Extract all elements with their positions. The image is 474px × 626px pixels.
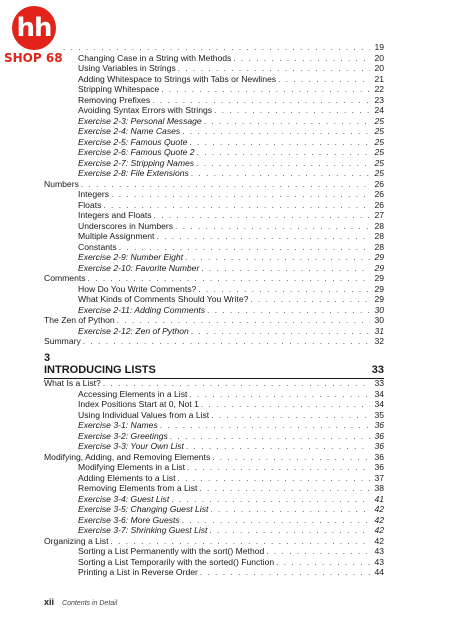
toc-entry-label: Underscores in Numbers [78,220,174,231]
toc-leader-dots [214,106,370,116]
toc-entry[interactable] [44,399,384,410]
toc-leader-dots [119,243,370,253]
toc-entry-page: 36 [374,451,384,462]
toc-leader-dots [211,411,370,421]
toc-leader-dots [63,43,370,53]
footer-text: Contents in Detail [62,600,118,607]
toc-leader-dots [250,295,370,305]
toc-entry-label: Exercise 2-8: File Extensions [78,168,189,178]
toc-entry[interactable] [44,126,384,137]
toc-leader-dots [160,421,370,431]
toc-entry-page: 41 [374,493,384,504]
toc-entry-page: 20 [374,52,384,63]
toc-entry-label: Integers [78,189,110,199]
toc-entry-label: Exercise 3-7: Shrinking Guest List [78,525,208,535]
toc-entry-label: Numbers [44,178,79,189]
toc-entry[interactable] [44,294,384,305]
toc-leader-dots [207,306,370,316]
toc-leader-dots [278,75,370,85]
toc-leader-dots [276,558,370,568]
toc-entry[interactable] [44,221,384,232]
toc-leader-dots [111,537,371,547]
toc-leader-dots [199,484,370,494]
toc-entry[interactable] [44,410,384,421]
toc-entry[interactable] [44,84,384,95]
toc-entry-label: Exercise 2-3: Personal Message [78,115,202,126]
toc-entry-label: Stripping Whitespace [78,84,160,94]
toc-leader-dots [152,96,370,106]
toc-leader-dots [88,274,370,284]
toc-entry-label: Comments [44,273,86,283]
toc-entry[interactable] [44,326,384,337]
toc-entry-page: 26 [374,189,384,199]
toc-leader-dots [204,117,370,127]
toc-entry-label: Using Individual Values from a List [78,409,210,420]
toc-entry-label: Integers and Floats [78,210,152,220]
toc-leader-dots [178,64,370,74]
toc-entry[interactable] [44,441,384,452]
toc-entry-page: 29 [374,262,384,273]
toc-leader-dots [117,316,370,326]
toc-entry-page: 36 [374,430,384,441]
toc-entry[interactable] [44,53,384,64]
toc-leader-dots [185,253,370,263]
chapter-title: INTRODUCING LISTS [44,364,156,376]
toc-leader-dots [182,127,370,137]
toc-entry-page: 25 [374,147,384,157]
toc-entry-page: 21 [374,73,384,84]
toc-entry-page: 29 [374,252,384,262]
toc-entry-label: Modifying Elements in a List [78,462,185,472]
toc-entry-label: Avoiding Syntax Errors with Strings [78,105,213,115]
toc-entry-page: 31 [374,325,384,336]
chapter-number: 3 [44,352,51,364]
toc-entry-page: 29 [374,283,384,294]
toc-entry[interactable] [44,315,384,326]
toc-entry-page: 27 [374,210,384,220]
toc-entry-label: Constants [78,241,117,252]
toc-leader-dots [182,516,370,526]
toc-entry-page: 30 [374,315,384,325]
toc-entry-page: 25 [374,157,384,168]
toc-entry-page: 26 [374,199,384,210]
toc-entry-label: Exercise 3-1: Names [78,420,158,430]
toc-entry-page: 38 [374,483,384,493]
toc-entry-label: Multiple Assignment [78,231,155,241]
toc-entry[interactable] [44,473,384,484]
toc-entry-label: Exercise 2-7: Stripping Names [78,157,195,168]
toc-entry[interactable] [44,504,384,515]
toc-leader-dots [201,264,370,274]
toc-entry-label: Exercise 3-5: Changing Guest List [78,504,209,514]
toc-section-chapter-3 [44,378,384,578]
toc-entry-label: Floats [78,199,102,210]
toc-entry[interactable] [44,431,384,442]
toc-entry-label: Exercise 2-4: Name Cases [78,126,181,136]
toc-entry[interactable] [44,252,384,263]
toc-leader-dots [212,453,370,463]
page-footer [44,597,117,607]
toc-entry-page: 33 [374,378,384,388]
toc-entry-label: Using Variables in Strings [78,63,176,73]
logo-mark: hh [12,6,56,50]
logo-text: SHOP 68 [4,51,63,65]
toc-leader-dots [200,568,370,578]
chapter-title-row[interactable] [44,364,384,379]
toc-entry-label: Exercise 2-10: Favorite Number [78,262,200,273]
toc-entry-page: 42 [374,535,384,546]
toc-entry[interactable] [44,242,384,253]
toc-leader-dots [103,201,370,211]
toc-entry-page: 19 [374,42,384,52]
toc-entry-label: What Is a List? [44,378,101,388]
toc-entry-page: 36 [374,441,384,451]
toc-entry-page: 25 [374,168,384,178]
toc-entry[interactable] [44,546,384,557]
toc-entry-page: 29 [374,273,384,283]
toc-entry[interactable] [44,200,384,211]
toc-entry[interactable] [44,158,384,169]
toc-entry-page: 35 [374,409,384,420]
toc-entry[interactable] [44,452,384,463]
toc-entry-page: 25 [374,115,384,126]
toc-entry-page: 28 [374,241,384,252]
toc-leader-dots [198,285,370,295]
toc-entry[interactable] [44,210,384,221]
toc-entry[interactable] [44,515,384,526]
toc-entry[interactable] [44,557,384,568]
toc-entry[interactable] [44,147,384,158]
toc-entry-page: 42 [374,504,384,514]
toc-entry-label: Exercise 3-2: Greetings [78,430,168,441]
toc-entry-label: Sorting a List Permanently with the sort() Method [78,546,265,556]
toc-entry[interactable] [44,63,384,74]
toc-entry-label: Modifying, Adding, and Removing Elements [44,451,211,462]
toc-entry[interactable] [44,105,384,116]
toc-entry[interactable] [44,378,384,389]
toc-entry[interactable] [44,305,384,316]
toc-leader-dots [201,400,370,410]
toc-entry-page: 23 [374,94,384,105]
toc-leader-dots [103,379,370,389]
toc-entry-page: 20 [374,63,384,73]
toc-leader-dots [81,180,370,190]
toc-entry[interactable] [44,189,384,200]
toc-entry[interactable] [44,536,384,547]
toc-leader-dots [83,337,370,347]
toc-entry-label: Exercise 2-6: Famous Quote 2 [78,147,195,157]
toc-entry-label: Exercise 3-4: Guest List [78,493,170,504]
toc-leader-dots [186,442,370,452]
toc-entry[interactable] [44,567,384,578]
toc-entry[interactable] [44,168,384,179]
toc-entry[interactable] [44,137,384,148]
toc-leader-dots [156,232,370,242]
toc-entry[interactable] [44,42,384,53]
toc-entry-label: Exercise 2-11: Adding Comments [78,304,206,315]
toc-leader-dots [177,474,370,484]
toc-entry-page: 34 [374,388,384,399]
toc-entry-page: 43 [374,556,384,567]
toc-entry-page: 24 [374,105,384,115]
toc-leader-dots [197,148,370,158]
toc-leader-dots [154,211,370,221]
toc-entry[interactable] [44,494,384,505]
toc-entry-label: Removing Elements from a List [78,483,198,493]
toc-entry[interactable] [44,525,384,536]
toc-leader-dots [209,526,370,536]
toc-entry-label: Summary [44,336,81,346]
toc-entry-label: Changing Case in a String with Methods [78,52,232,63]
toc-entry-label: Exercise 3-3: Your Own List [78,441,184,451]
toc-entry-label: Exercise 2-5: Famous Quote [78,136,188,147]
toc-section-chapter-2 [44,42,384,347]
toc-entry-page: 32 [374,336,384,346]
toc-leader-dots [189,390,370,400]
toc-entry[interactable] [44,483,384,494]
toc-entry[interactable] [44,179,384,190]
toc-entry-label: Adding Elements to a List [78,472,176,483]
toc-entry-label: Exercise 2-12: Zen of Python [78,325,189,336]
toc-entry-label: The Zen of Python [44,315,115,325]
toc-entry-page: 28 [374,220,384,231]
toc-entry-page: 28 [374,231,384,241]
toc-entry-page: 43 [374,546,384,556]
toc-entry-page: 36 [374,462,384,472]
toc-leader-dots [170,432,370,442]
toc-entry-page: 22 [374,84,384,94]
toc-entry-page: 42 [374,514,384,525]
toc-entry-label: Accessing Elements in a List [78,388,188,399]
toc-leader-dots [191,169,370,179]
toc-entry-label: Removing Prefixes [78,94,151,105]
toc-leader-dots [111,190,370,200]
toc-leader-dots [187,463,370,473]
toc-entry[interactable] [44,273,384,284]
toc-entry[interactable] [44,462,384,473]
toc-entry-page: 25 [374,136,384,147]
toc-leader-dots [210,505,370,515]
toc-leader-dots [161,85,370,95]
toc-entry[interactable] [44,420,384,431]
toc-leader-dots [171,495,370,505]
toc-entry-label: Printing a List in Reverse Order [78,567,198,577]
toc-entry-label: Organizing a List [44,535,109,546]
toc-entry-page: 36 [374,420,384,430]
toc-leader-dots [175,222,370,232]
toc-entry-page: 44 [374,567,384,577]
toc-entry[interactable] [44,95,384,106]
page-numeral: xii [44,597,55,607]
toc-leader-dots [189,138,370,148]
toc-entry-label: Exercise 3-6: More Guests [78,514,180,525]
toc-entry-label: How Do You Write Comments? [78,283,197,294]
toc-entry[interactable] [44,389,384,400]
toc-leader-dots [266,547,370,557]
toc-entry[interactable] [44,336,384,347]
toc-entry-label: Adding Whitespace to Strings with Tabs or Newlines [78,73,277,84]
toc-entry[interactable] [44,116,384,127]
chapter-page: 33 [371,364,384,376]
toc-entry[interactable] [44,263,384,274]
toc-entry-page: 26 [374,178,384,189]
toc-entry-page: 42 [374,525,384,535]
toc-entry-page: 29 [374,294,384,304]
toc-entry-page: 25 [374,126,384,136]
toc-entry[interactable] [44,74,384,85]
toc-entry[interactable] [44,284,384,295]
toc-entry[interactable] [44,231,384,242]
toc-entry-label: What Kinds of Comments Should You Write? [78,294,249,304]
toc-entry-label: Exercise 2-9: Number Eight [78,252,184,262]
toc-leader-dots [196,159,370,169]
toc-entry-label: Sorting a List Temporarily with the sorted() Function [78,556,275,567]
toc-entry-page: 30 [374,304,384,315]
toc-entry-page: 34 [374,399,384,409]
toc-entry-page: 37 [374,472,384,483]
toc-entry-label: Index Positions Start at 0, Not 1 [78,399,199,409]
toc-leader-dots [191,327,370,337]
toc-leader-dots [233,54,370,64]
